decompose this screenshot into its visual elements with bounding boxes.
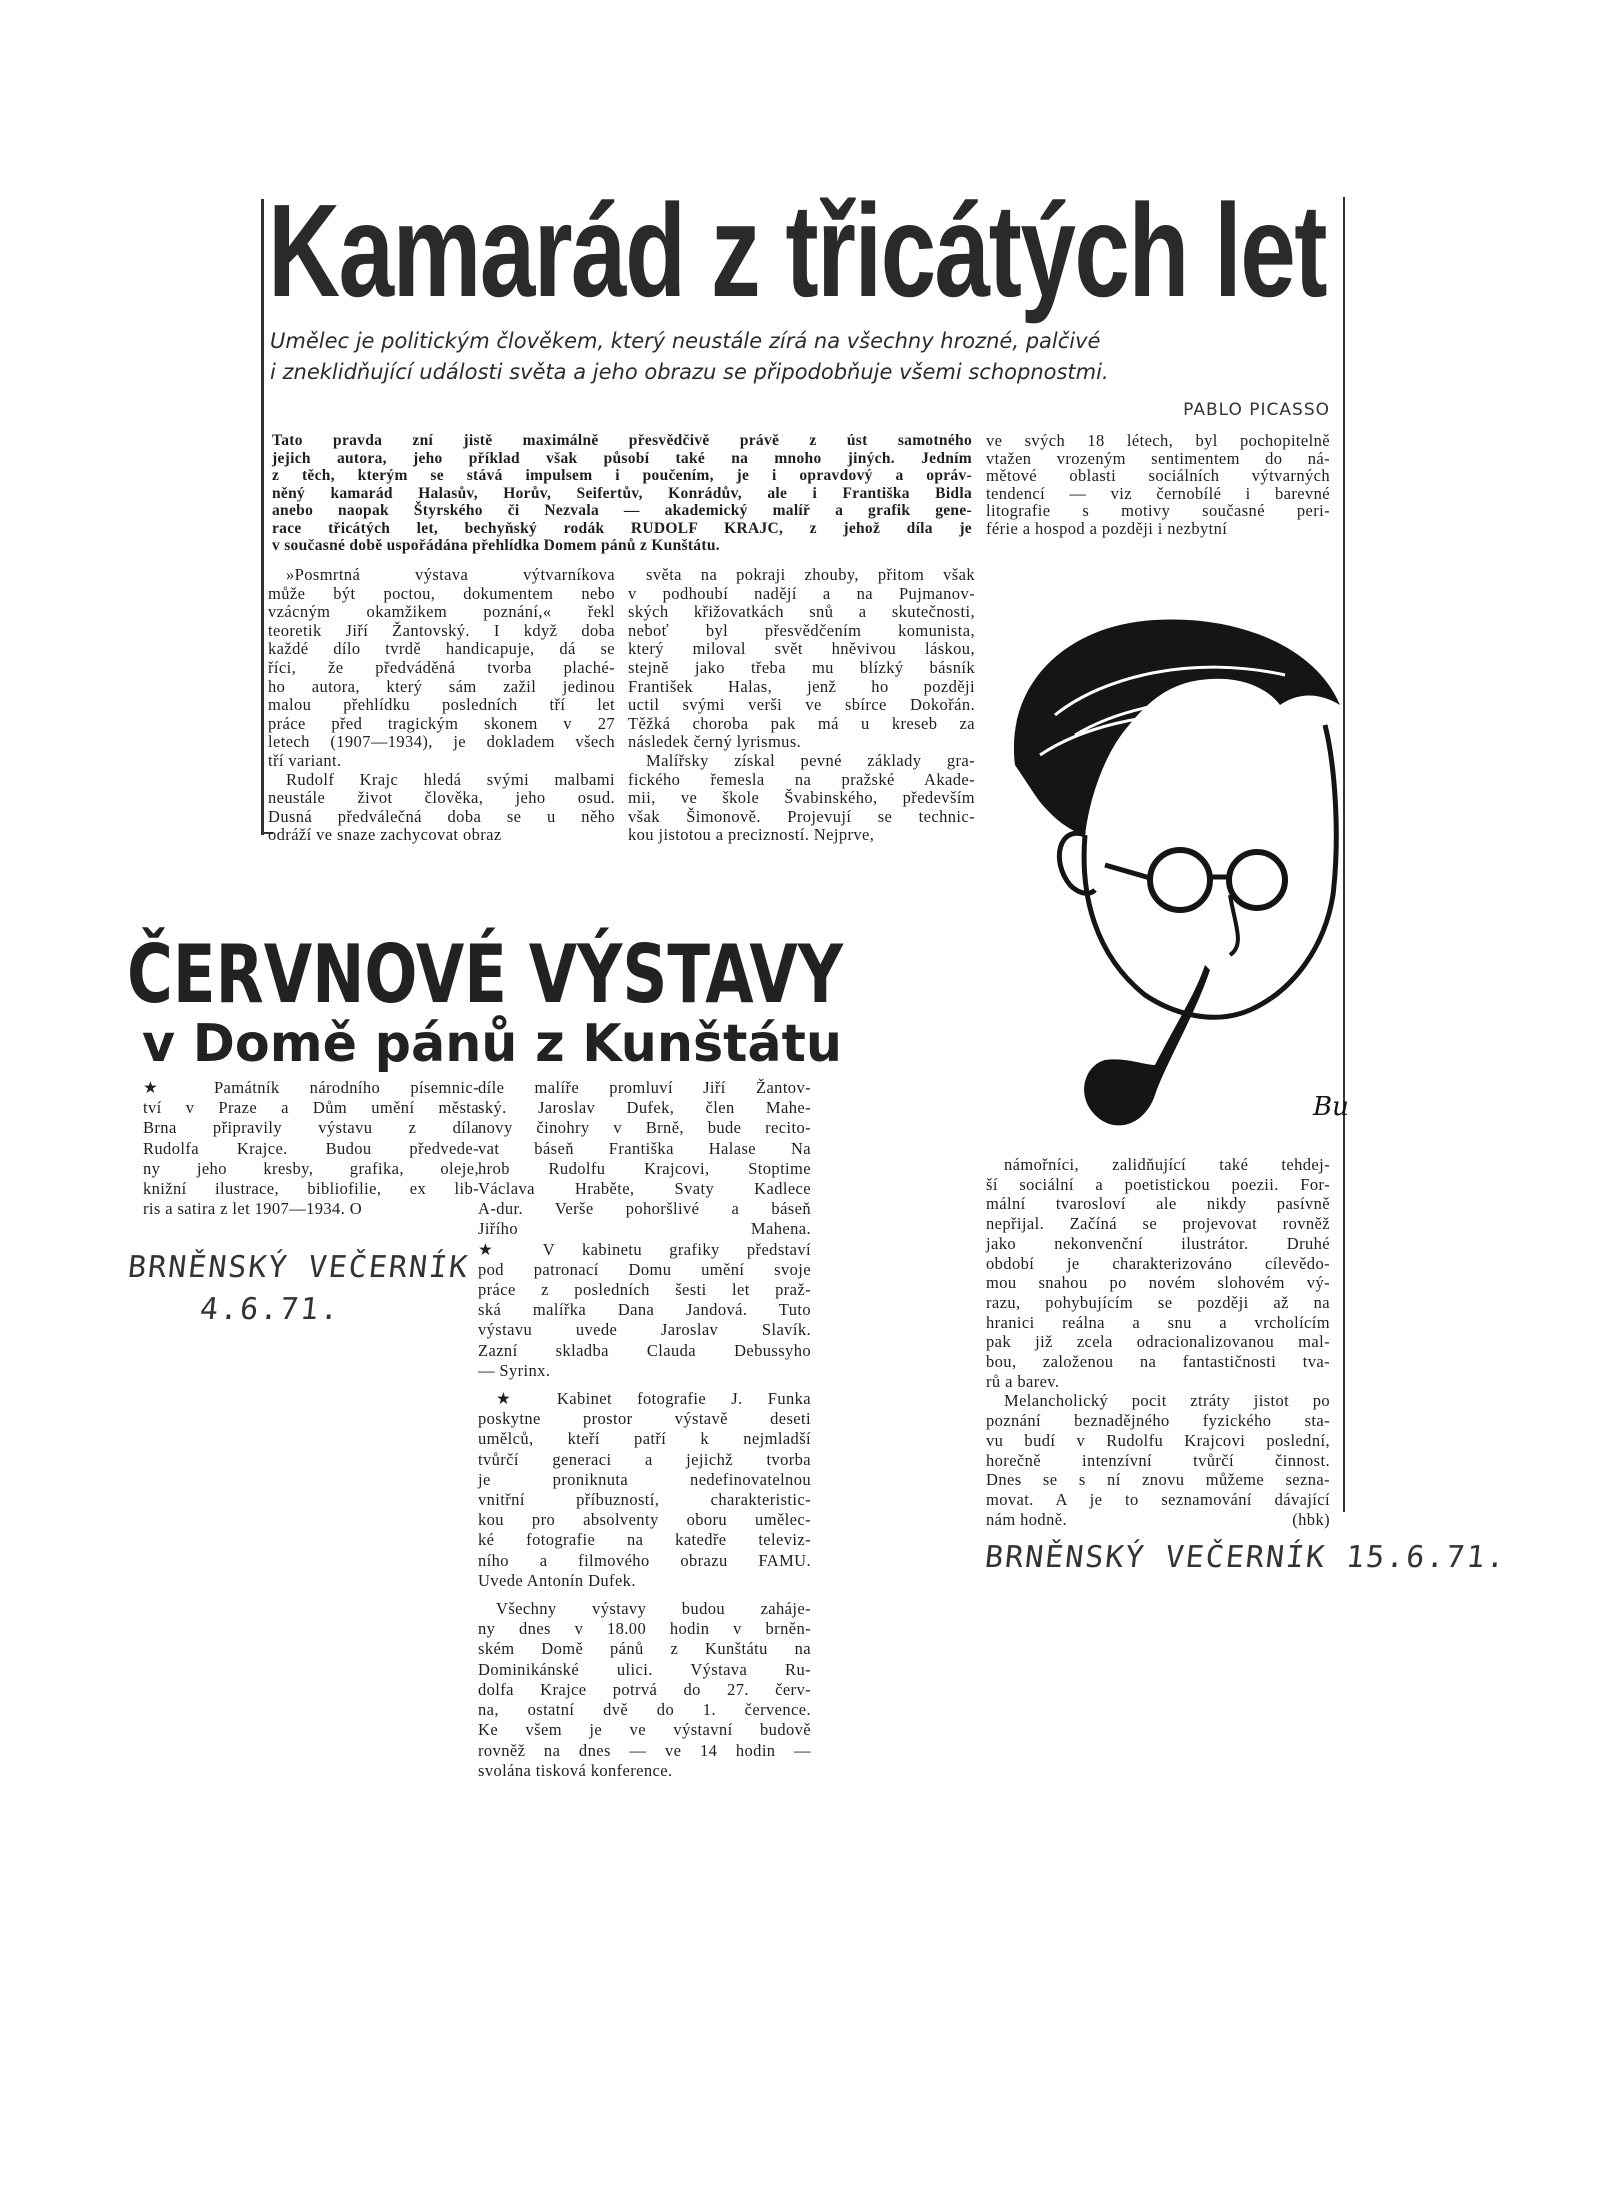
text-line: — Syrinx. (478, 1360, 551, 1380)
text-line: jejich autora, jeho příklad však působí také na mnoho jiných. Jedním (272, 449, 972, 467)
text-line: ny dnes v 18.00 hodin v brněn- (478, 1619, 811, 1639)
text-line: říci, že předváděná tvorba plaché- (268, 657, 615, 677)
text-line: vzácným okamžikem poznání,« řekl (268, 602, 615, 622)
text-line: vnitřní příbuzností, charakteristic- (478, 1490, 811, 1510)
text-line: ★ V kabinetu grafiky představí (478, 1239, 811, 1259)
lead-paragraph (272, 432, 972, 555)
paragraph (268, 566, 615, 771)
text-line: ★ Památník národního písemnic- (143, 1078, 479, 1097)
text-line: ris a satira z let 1907—1934. O (143, 1199, 363, 1219)
text-line: poskytne prostor výstavě deseti (478, 1409, 811, 1429)
text-line: na, ostatní dvě do 1. července. (478, 1700, 811, 1720)
text-line: pak již zcela odracionalizovanou mal- (986, 1332, 1330, 1352)
text-line: ního a filmového obrazu FAMU. (478, 1550, 811, 1570)
exhibitions-headline: ČERVNOVÉ VÝSTAVY (127, 928, 843, 1021)
text-line: novy činohry v Brně, bude recito- (478, 1118, 811, 1138)
text-line: Rudolfa Krajce. Budou předvede- (143, 1138, 479, 1158)
text-line: litografie s motivy současné peri- (986, 501, 1330, 520)
text-line: ský. Jaroslav Dufek, člen Mahe- (478, 1098, 811, 1118)
article-left-rule (261, 199, 264, 835)
text-line: ve svých 18 létech, byl pochopitelně (986, 431, 1330, 450)
text-line: umělců, kteří patří k nejmladší (478, 1429, 811, 1449)
paragraph (143, 1078, 479, 1219)
text-line: práce před tragickým skonem v 27 (268, 713, 615, 733)
column-3-bottom (986, 1155, 1330, 1529)
text-line: ská malířka Dana Jandová. Tuto (478, 1300, 811, 1320)
text-line: Rudolf Krajc hledá svými malbami (286, 769, 615, 789)
text-line: tví v Praze a Dům umění města (143, 1098, 479, 1118)
text-line: vu budí v Rudolfu Krajcovi poslední, (986, 1430, 1330, 1450)
text-line: Všechny výstavy budou zaháje- (496, 1599, 811, 1619)
text-line: ny jeho kresby, grafika, oleje, (143, 1158, 479, 1178)
column-1 (268, 566, 615, 845)
paragraph (628, 566, 975, 752)
text-line: race třicátých let, bechyňský rodák RUDOLF KRAJC, z jehož díla je (272, 519, 972, 537)
text-line: František Halas, jenž ho později (628, 676, 975, 696)
text-line: Tato pravda zní jistě maximálně přesvědčivě právě z úst samotného (272, 432, 972, 449)
text-line: mou snahou po novém slohovém vý- (986, 1273, 1330, 1293)
text-line: následek černý lyrismus. (628, 732, 802, 752)
text-line: pod patronací Domu umění svoje (478, 1259, 811, 1279)
text-line: může být poctou, dokumentem nebo (268, 583, 615, 603)
exhibitions-subheadline: v Domě pánů z Kunštátu (142, 1014, 842, 1074)
text-line: rů a barev. (986, 1371, 1060, 1391)
text-line: Dnes se s ní znovu můžeme sezna- (986, 1470, 1330, 1490)
text-line: jako nekonvenční ilustrátor. Druhé (986, 1233, 1330, 1253)
text-line: Dominikánské ulici. Výstava Ru- (478, 1659, 811, 1679)
text-line: letech (1907—1934), je dokladem všech (268, 732, 615, 752)
paragraph (268, 771, 615, 845)
text-line: horečně intenzívní tvůrčí činnost. (986, 1450, 1330, 1470)
text-line: rovněž na dnes — ve 14 hodin — (478, 1740, 811, 1760)
caricature-nose (1230, 895, 1238, 955)
text-line: ★ Kabinet fotografie J. Funka (496, 1389, 811, 1409)
text-line: v současné době uspořádána přehlídka Domem pánů z Kunštátu. (272, 537, 720, 554)
text-line: vat báseň Františka Halase Na (478, 1138, 811, 1158)
text-line: Zazní skladba Clauda Debussyho (478, 1340, 811, 1360)
text-line: mii, ve škole Švabinského, především (628, 788, 975, 808)
text-line: vtažen vrozeným sentimentem do ná- (986, 448, 1330, 468)
text-line: movat. A je to seznamování dávající (986, 1489, 1330, 1509)
text-line: nepřijal. Začíná se projevovat rovněž (986, 1214, 1330, 1234)
article-headline: Kamarád z třicátých let (268, 177, 1326, 324)
text-line: knižní ilustrace, bibliofilie, ex lib- (143, 1179, 479, 1199)
text-line: uctil svými verši ve sbírce Dokořán. (628, 695, 975, 715)
epigraph-line: i zneklidňující události světa a jeho obrazu se připodobňuje všemi schopnostmi. (270, 360, 1109, 384)
text-line: z těch, kterým se stává impulsem i poučením, je i opravdový a opráv- (272, 467, 972, 484)
text-line: mální tvarosloví ale nikdy pasívně (986, 1194, 1330, 1214)
caricature-glasses-left (1150, 850, 1210, 910)
column-3-top (986, 432, 1330, 537)
text-line: je proniknuta nedefinovatelnou (478, 1469, 811, 1489)
paragraph (986, 1155, 1330, 1391)
text-line: Václava Hraběte, Svaty Kadlece (478, 1179, 811, 1199)
text-line (986, 1510, 1330, 1530)
epigraph-author: PABLO PICASSO (1183, 400, 1330, 420)
text-line: světa na pokraji zhouby, přitom však (646, 565, 975, 584)
epigraph-line: Umělec je politickým člověkem, který neustále zírá na všechny hrozné, palčivé (270, 329, 1101, 353)
text-line: období je charakterizováno cílevědo- (986, 1253, 1330, 1273)
text-line: neustále život člověka, jeho osud. (268, 788, 615, 808)
text-line: Brna připravily výstavu z díla (143, 1118, 479, 1138)
text-line: hranici reálna a snu a vrcholícím (986, 1312, 1330, 1332)
text-line: ském Domě pánů z Kunštátu na (478, 1639, 811, 1659)
caricature-ear (1059, 833, 1095, 893)
text-line: Jiřího Mahena. (478, 1219, 811, 1239)
text-line: Ke všem je ve výstavní budově (478, 1720, 811, 1740)
text-line: práce z posledních šesti let praž- (478, 1280, 811, 1300)
text-line: hrob Rudolfu Krajcovi, Stoptime (478, 1158, 811, 1178)
text-line: odráží ve snaze zachycovat obraz (268, 825, 502, 845)
text-line: díle malíře promluví Jiří Žantov- (478, 1078, 811, 1097)
text-line: malou přehlídku posledních tří let (268, 695, 615, 715)
text-line: který miloval svět hněvivou láskou, (628, 639, 975, 659)
text-line: Uvede Antonín Dufek. (478, 1570, 636, 1590)
text-line: teoretik Jiří Žantovský. I když doba (268, 620, 615, 640)
caricature-glasses-right (1229, 852, 1285, 908)
text-line: »Posmrtná výstava výtvarníkova (286, 565, 615, 584)
column-2 (628, 566, 975, 845)
text-line: dolfa Krajce potrvá do 27. červ- (478, 1679, 811, 1699)
text-line: fického řemesla na pražské Akade- (628, 769, 975, 789)
text-line: poznání beznadějného fyzického sta- (986, 1411, 1330, 1431)
paragraph (628, 752, 975, 845)
text-line: námořníci, zalidňující také tehdej- (1004, 1155, 1330, 1174)
handwritten-source-note: BRNĚNSKÝ VEČERNÍK (126, 1250, 471, 1285)
caricature-drawing (995, 595, 1355, 1155)
text-line: Malířsky získal pevné základy gra- (646, 750, 975, 770)
epigraph (270, 326, 1335, 388)
text-line: férie a hospod a později i nezbytní (986, 518, 1228, 538)
text-line-content: nám hodně. (986, 1509, 1067, 1529)
text-line: každé dílo tvrdě handicapuje, dá se (268, 639, 615, 659)
text-line: však Šimonově. Projevují se technic- (628, 806, 975, 826)
handwritten-date-note: 4.6.71. (198, 1292, 343, 1327)
text-line: anebo naopak Štyrského či Nezvala — akademický malíř a grafik gene- (272, 502, 972, 519)
paragraph (478, 1599, 811, 1781)
drawing-signature: Bu (1313, 1092, 1349, 1122)
text-line: neboť byl přesvědčením komunista, (628, 620, 975, 640)
paragraph (478, 1389, 811, 1591)
handwritten-source-date-note: BRNĚNSKÝ VEČERNÍK 15.6.71. (983, 1540, 1509, 1575)
text-line: výstavu uvede Jaroslav Slavík. (478, 1320, 811, 1340)
paragraph (478, 1078, 811, 1381)
text-line: ských křižovatkách snů a skutečnosti, (628, 602, 975, 622)
text-line: stejně jako třeba mu blízký básník (628, 657, 975, 677)
text-line: tvůrčí generaci a jejichž tvorba (478, 1449, 811, 1469)
text-line: tendencí — viz černobílé i barevné (986, 483, 1330, 503)
text-line: Melancholický pocit ztráty jistot po (1004, 1391, 1330, 1411)
text-line: ho autora, který sám zažil jedinou (268, 676, 615, 696)
text-line: ší sociální a poetistickou poezii. For- (986, 1174, 1330, 1194)
text-line: v podhoubí nadějí a na Pujmanov- (628, 583, 975, 603)
paragraph (986, 432, 1330, 537)
text-line: ké fotografie na katedře televiz- (478, 1530, 811, 1550)
text-line: Dusná předválečná doba se u něho (268, 806, 615, 826)
text-line: tří variant. (268, 750, 342, 770)
paragraph (272, 432, 972, 555)
text-line: bou, založenou na fantastičnosti tva- (986, 1352, 1330, 1372)
caricature-pipe (1084, 965, 1210, 1125)
exhibitions-column-a (143, 1078, 479, 1219)
text-line: A-dur. Verše pohoršlivé a báseň (478, 1199, 811, 1219)
paragraph (986, 1391, 1330, 1529)
text-line: razu, pohybujícím se později až na (986, 1292, 1330, 1312)
caricature-hair (1014, 619, 1340, 835)
exhibitions-column-b (478, 1078, 811, 1781)
text-line: mětové oblasti sociálních výtvarných (986, 466, 1330, 485)
text-line: něný kamarád Halasův, Horův, Seifertův, Konrádův, ale i Františka Bidla (272, 484, 972, 502)
author-mark: (hbk) (1292, 1509, 1330, 1529)
text-line: Těžká choroba pak má u kreseb za (628, 713, 975, 733)
text-line: svolána tisková konference. (478, 1760, 673, 1780)
text-line: kou pro absolventy oboru umělec- (478, 1510, 811, 1530)
text-line: kou jistotou a precizností. Nejprve, (628, 825, 875, 845)
